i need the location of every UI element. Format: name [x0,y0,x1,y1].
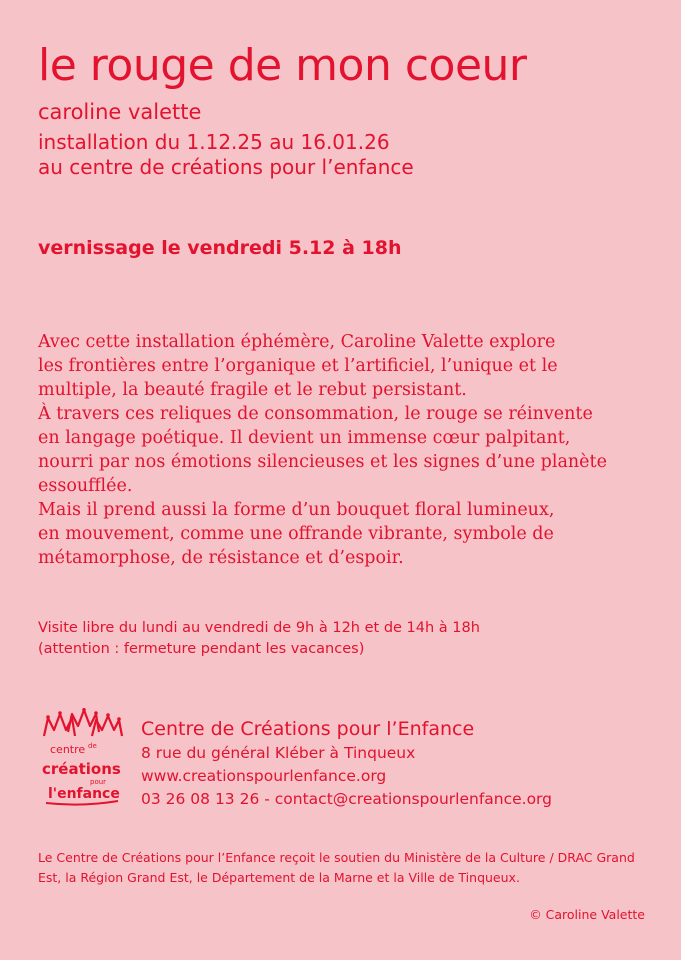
description-line: en langage poétique. Il devient un immense cœur palpitant, [38,428,571,448]
organisation-name: Centre de Créations pour l’Enfance [141,718,475,740]
description-line: les frontières entre l’organique et l’artificiel, l’unique et le [38,356,558,376]
contact-block [141,716,552,811]
description-line: nourri par nos émotions silencieuses et les signes d’une planète [38,452,607,472]
logo-word-enfance: l'enfance [48,786,120,802]
description-line: métamorphose, de résistance et d’espoir. [38,548,404,568]
description-line: Avec cette installation éphémère, Caroline Valette explore [38,332,556,352]
photo-credit: © Caroline Valette [529,907,645,922]
venue-line: au centre de créations pour l’enfance [38,155,414,179]
closure-note: (attention : fermeture pendant les vacances) [38,641,365,657]
description-line: en mouvement, comme une offrande vibrante, symbole de [38,524,554,544]
crowns-logo-icon [38,708,126,808]
visiting-hours [38,618,480,660]
logo-word-centre: centre [50,743,86,756]
hours-line: Visite libre du lundi au vendredi de 9h à 12h et de 14h à 18h [38,620,480,636]
logo-word-creations: créations [42,760,121,778]
description-paragraph [38,330,658,570]
centre-logo [38,708,126,808]
logo-word-de: de [88,742,97,750]
exhibition-title: le rouge de mon coeur [38,40,527,91]
installation-dates: installation du 1.12.25 au 16.01.26 [38,130,390,154]
description-line: À travers ces reliques de consommation, le rouge se réinvente [38,404,593,424]
phone-email[interactable]: 03 26 08 13 26 - contact@creationspourlenfance.org [141,790,552,808]
description-line: Mais il prend aussi la forme d’un bouquet floral lumineux, [38,500,555,520]
support-statement: Le Centre de Créations pour l’Enfance reçoit le soutien du Ministère de la Culture / DRAC Grand Est, la Région Grand Est, le Département de la Marne et la Ville de Tinqueux. [38,850,635,885]
logo-word-pour: pour [90,778,107,786]
description-line: multiple, la beauté fragile et le rebut persistant. [38,380,467,400]
website-link[interactable]: www.creationspourlenfance.org [141,767,387,785]
artist-name: caroline valette [38,100,202,124]
opening-reception: vernissage le vendredi 5.12 à 18h [38,237,402,259]
description-line: essoufflée. [38,476,133,496]
address: 8 rue du général Kléber à Tinqueux [141,744,416,762]
